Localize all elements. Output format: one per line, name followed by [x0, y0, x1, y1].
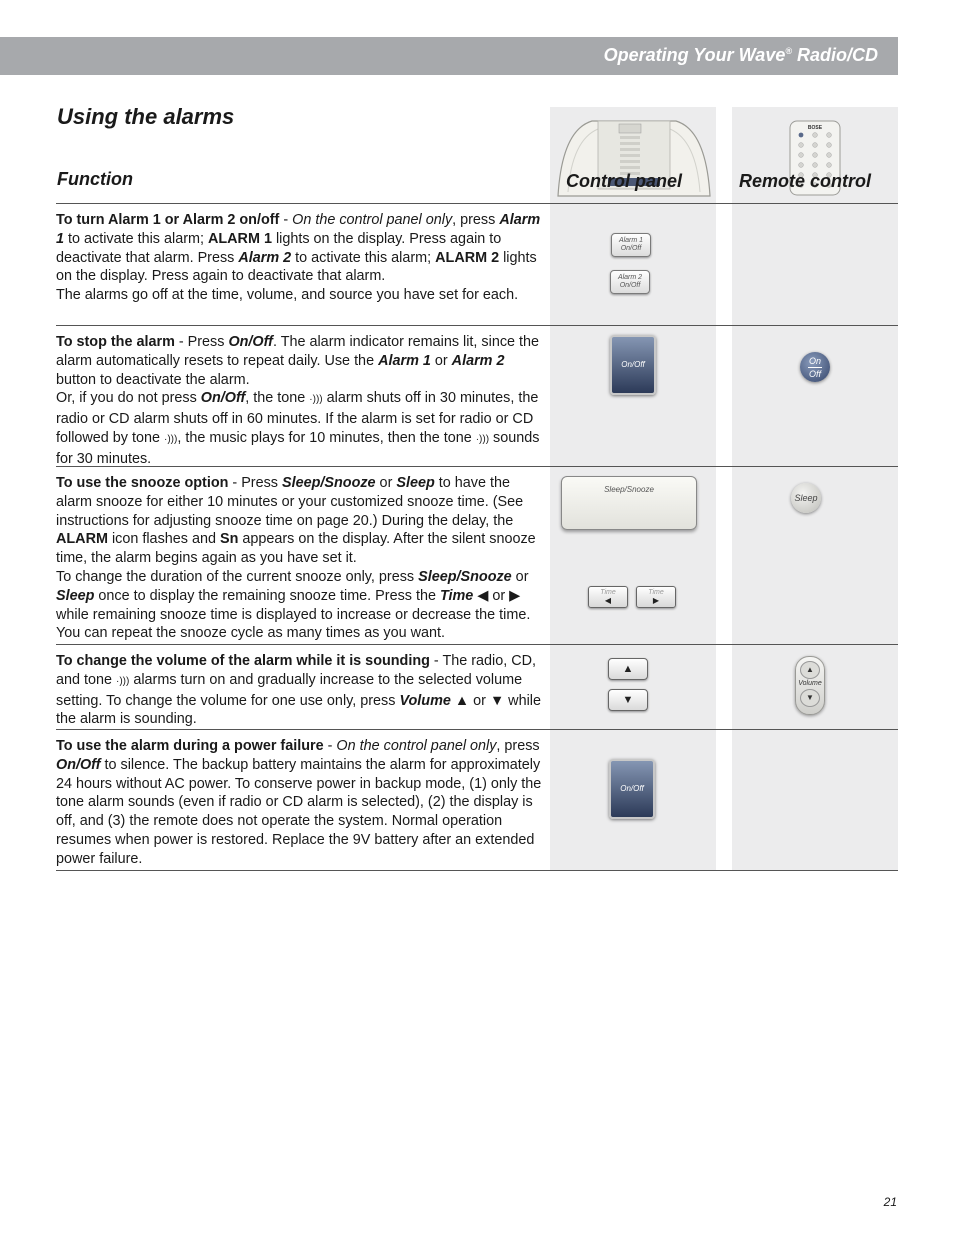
table-row-alarm-on-off: To turn Alarm 1 or Alarm 2 on/off - On the control panel only, press Alarm 1 to activate this alarm; ALARM 1 lights on the display. Press again to deactivate that alarm. Press Alarm 2 to activate this alarm; ALARM 2 lights on the display. Press again to deactivate that alarm. The alarms go off at the time, volume, and source you have set for each.: [56, 212, 541, 304]
remote-volume-label: Volume: [798, 680, 822, 687]
remote-sleep-button[interactable]: Sleep: [791, 483, 821, 513]
remote-control-heading: Remote control: [739, 171, 872, 191]
table-row-snooze: To use the snooze option - Press Sleep/Snooze or Sleep to have the alarm snooze for either 10 minutes or your customized snooze time. (See instructions for adjusting snooze time on page 20.) During the delay, the ALARM icon flashes and Sn appears on the display. After the silent snooze time, the alarm begins again as you have set it. To change the duration of the current snooze only, press Sleep/Snooze or Sleep once to display the remaining snooze time. Press the Time ◀ or ▶ while remaining snooze time is displayed to increase or decrease the time. You can repeat the snooze cycle as many times as you want.: [56, 475, 536, 642]
table-row-stop-alarm: To stop the alarm - Press On/Off. The alarm indicator remains lit, since the alarm automatically resets to repeat daily. Use the Alarm 1 or Alarm 2 button to deactivate the alarm. Or, if you do not press On/Off, the tone ·))) alarm shuts off in 30 minutes, the radio or CD alarm shuts off in 60 minutes. If the alarm is set for radio or CD followed by tone ·))), the music plays for 10 minutes, then the tone ·))) sounds for 30 minutes.: [56, 334, 540, 467]
right-arrow-icon: ▶: [652, 596, 660, 605]
remote-logo: BOSE: [807, 125, 823, 131]
sleep-snooze-button[interactable]: Sleep/Snooze: [561, 476, 697, 530]
tone-icon: ·))): [116, 675, 130, 687]
time-right-button[interactable]: Time ▶: [636, 586, 676, 608]
time-left-button[interactable]: Time ◀: [588, 586, 628, 608]
header-title: Operating Your Wave® Radio/CD: [603, 45, 878, 65]
page-number: 21: [883, 1195, 897, 1209]
table-row-power-failure: To use the alarm during a power failure - On the control panel only, press On/Off to silence. The backup battery maintains the alarm for approximately 24 hours without AC power. To conserve power in backup mode, (1) only the tone alarm sounds (even if radio or CD alarm is selected), (2) the display is off, and (3) the remote does not operate the system. Normal operation resumes when power is restored. Replace the 9V battery after an extended power failure.: [56, 738, 542, 867]
tone-icon: ·))): [475, 433, 490, 445]
remote-volume-up-icon[interactable]: ▲: [800, 661, 820, 679]
control-panel-heading: Control panel: [566, 171, 682, 191]
left-arrow-icon: ◀: [604, 596, 612, 605]
header-bar: [0, 37, 898, 75]
on-off-button[interactable]: On/Off: [610, 335, 656, 395]
remote-volume-down-icon[interactable]: ▼: [800, 689, 820, 707]
table-rule: [56, 870, 898, 871]
on-off-button[interactable]: On/Off: [609, 759, 655, 819]
remote-volume-rocker[interactable]: [795, 656, 825, 715]
volume-up-button[interactable]: ▲: [608, 658, 648, 680]
function-heading: Function: [57, 169, 133, 189]
remote-on-off-button[interactable]: On Off: [800, 352, 830, 382]
tone-icon: ·))): [164, 433, 178, 445]
table-rule: [56, 325, 898, 326]
alarm-2-on-off-button[interactable]: Alarm 2 On/Off: [610, 270, 650, 294]
table-rule: [56, 203, 898, 204]
tone-icon: ·))): [309, 394, 323, 406]
alarm-1-on-off-button[interactable]: Alarm 1 On/Off: [611, 233, 651, 257]
table-row-volume: To change the volume of the alarm while it is sounding - The radio, CD, and tone ·))) alarms turn on and gradually increase to the selected volume setting. To change the volume for one use only, press Volume ▲ or ▼ while the alarm is sounding.: [56, 653, 541, 728]
volume-down-button[interactable]: ▼: [608, 689, 648, 711]
page-title: Using the alarms: [57, 104, 235, 129]
table-rule: [56, 644, 898, 645]
